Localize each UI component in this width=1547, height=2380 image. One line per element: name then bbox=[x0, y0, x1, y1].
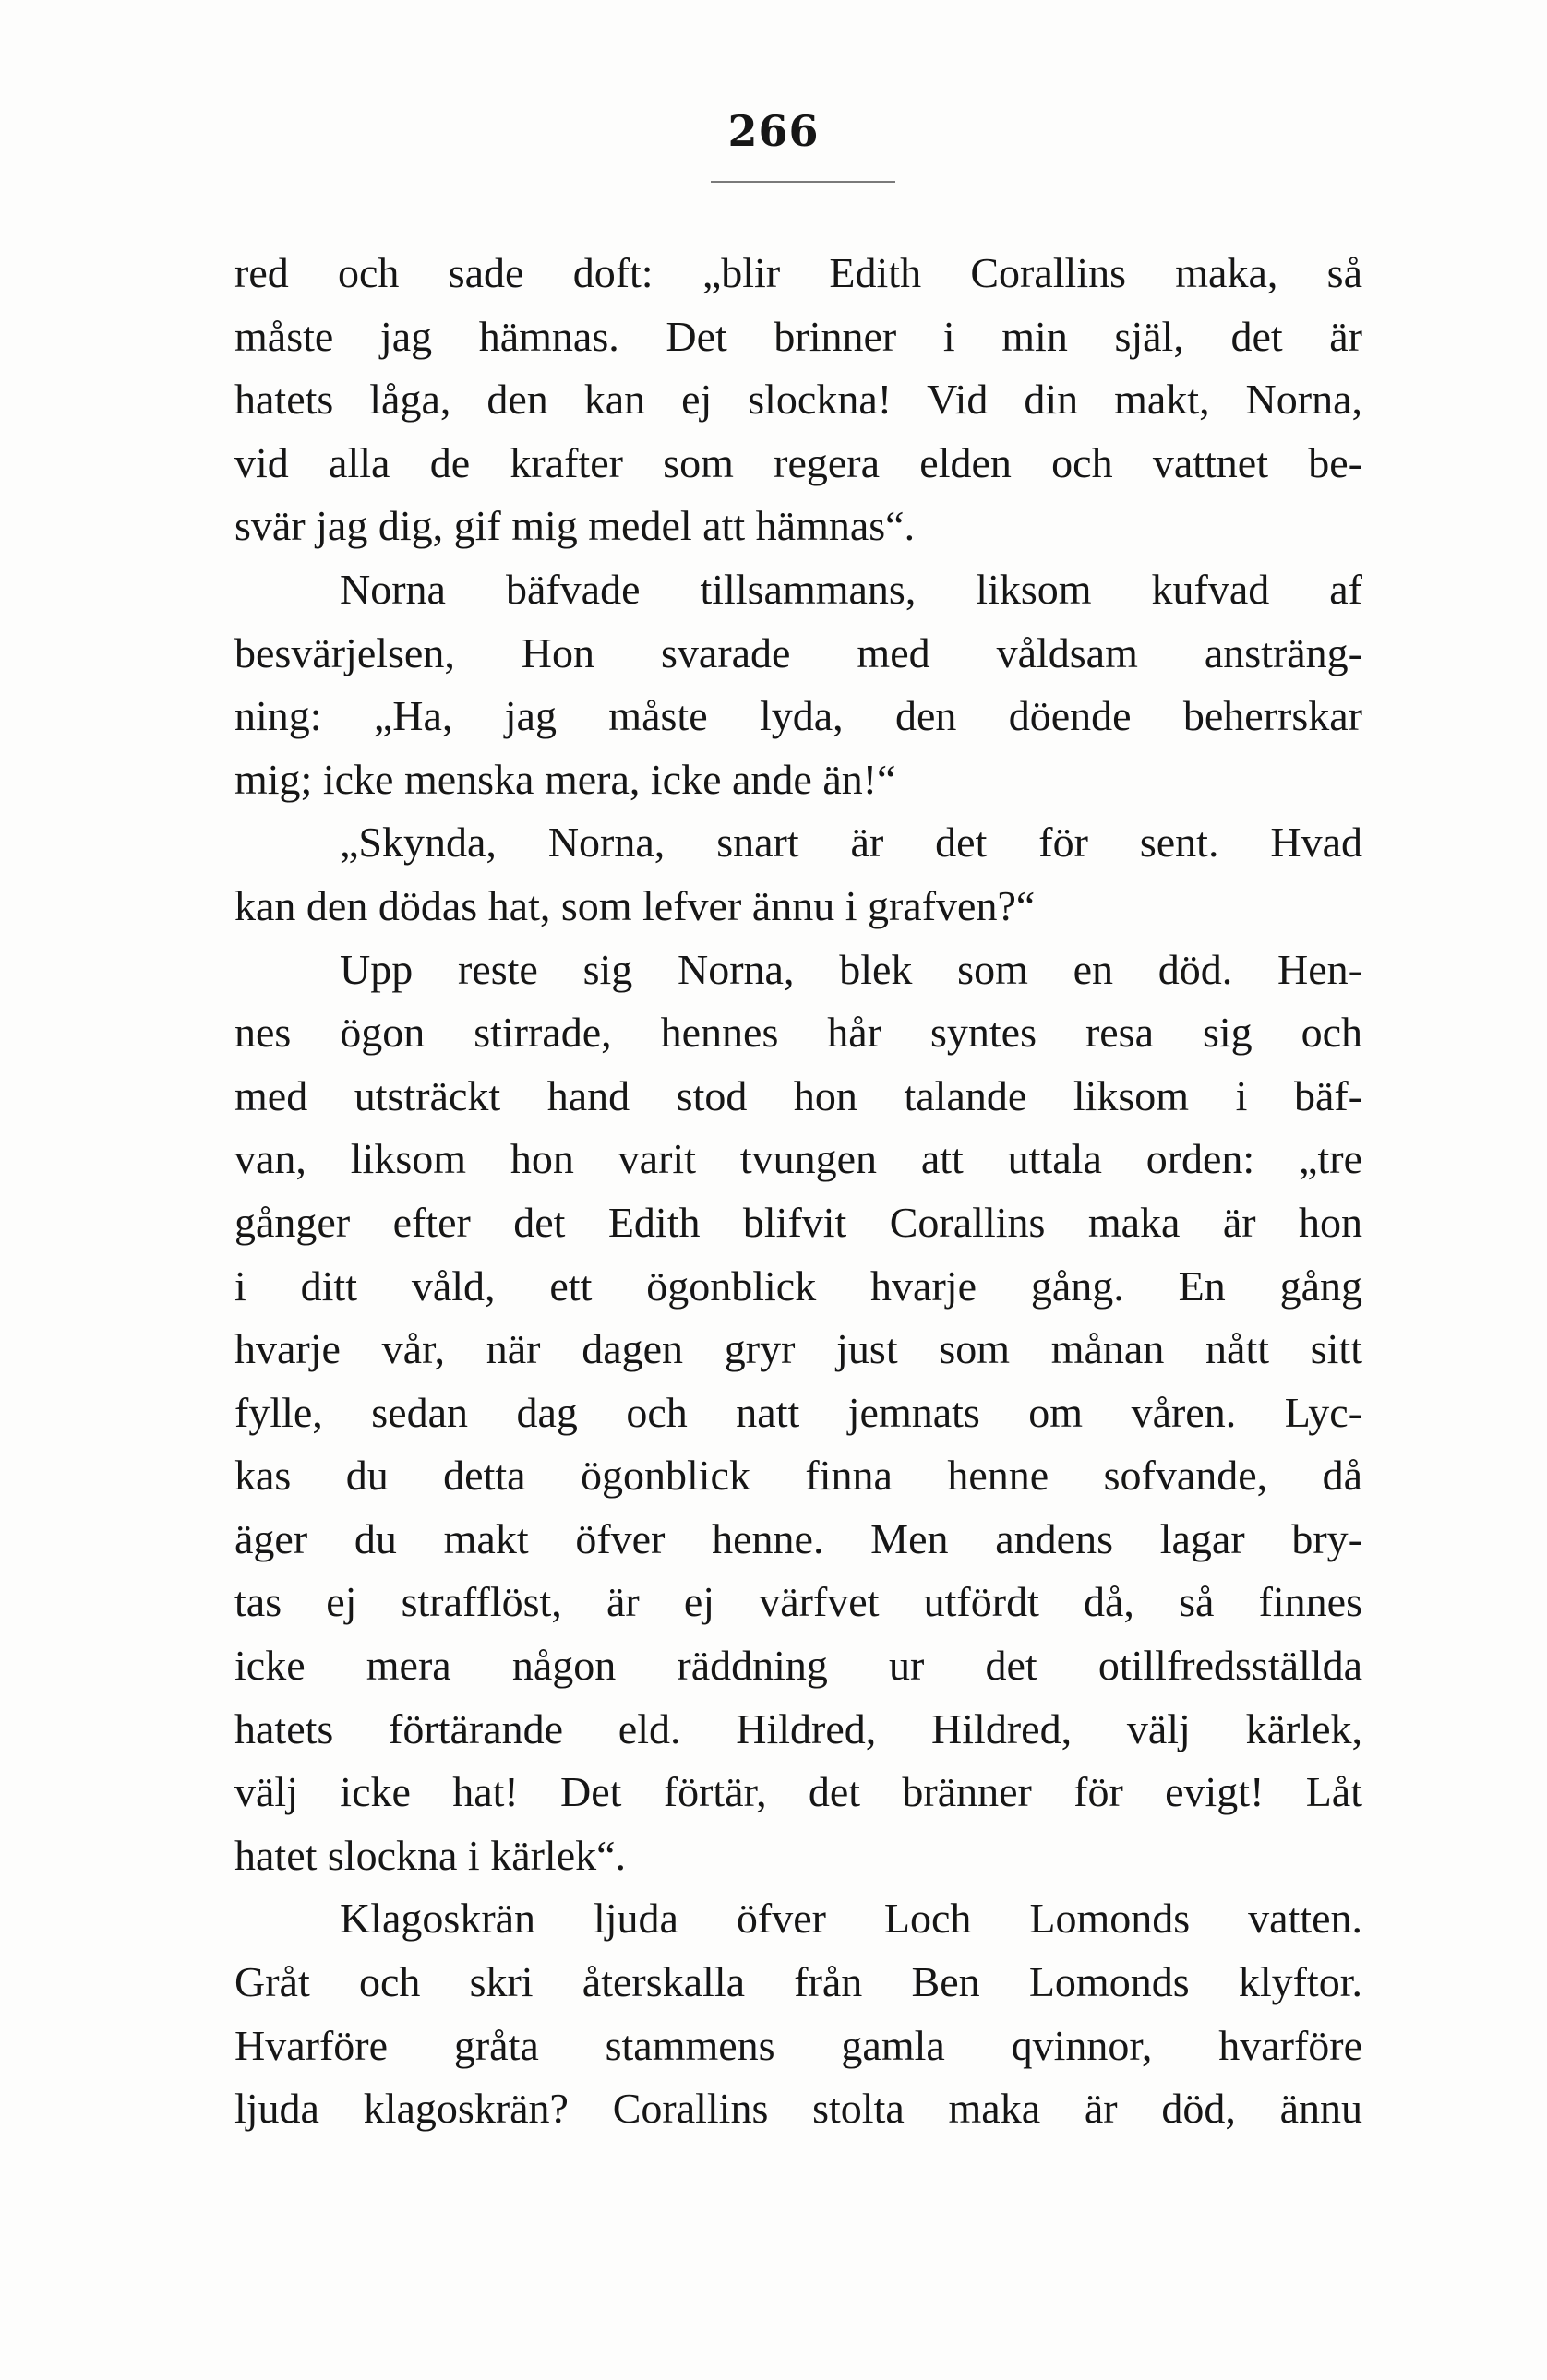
text-line: van, liksom hon varit tvungen att uttala orden: „tre bbox=[234, 1135, 1362, 1183]
text-line: hatets förtärande eld. Hildred, Hildred, välj kärlek, bbox=[234, 1704, 1362, 1752]
text-line: fylle, sedan dag och natt jemnats om våren. Lyc- bbox=[234, 1388, 1362, 1436]
text-line: vid alla de krafter som regera elden och vattnet be- bbox=[234, 438, 1362, 486]
text-line: kas du detta ögonblick finna henne sofvande, då bbox=[234, 1452, 1362, 1500]
text-line: red och sade doft: „blir Edith Corallins maka, så bbox=[234, 249, 1362, 296]
text-line: mig; icke menska mera, icke ande än!“ bbox=[234, 755, 896, 803]
text-line: gånger efter det Edith blifvit Corallins maka är hon bbox=[234, 1198, 1362, 1246]
text-line: besvärjelsen, Hon svarade med våldsam ansträng- bbox=[234, 628, 1362, 676]
text-line: „Skynda, Norna, snart är det för sent. Hvad bbox=[340, 819, 1362, 867]
text-line: Gråt och skri återskalla från Ben Lomonds klyftor. bbox=[234, 1958, 1362, 2006]
body-text bbox=[234, 242, 1362, 2141]
text-line: icke mera någon räddning ur det otillfredsställda bbox=[234, 1642, 1362, 1690]
text-line: i ditt våld, ett ögonblick hvarje gång. En gång bbox=[234, 1262, 1362, 1310]
text-line: hvarje vår, när dagen gryr just som månan nått sitt bbox=[234, 1325, 1362, 1373]
header-rule bbox=[711, 181, 895, 183]
text-line: Upp reste sig Norna, blek som en död. Hen- bbox=[340, 945, 1362, 993]
text-line: med utsträckt hand stod hon talande liksom i bäf- bbox=[234, 1071, 1362, 1119]
page-number: 266 bbox=[727, 106, 820, 156]
text-line: ning: „Ha, jag måste lyda, den döende beherrskar bbox=[234, 692, 1362, 740]
text-line: svär jag dig, gif mig medel att hämnas“. bbox=[234, 502, 916, 550]
text-line: Hvarföre gråta stammens gamla qvinnor, hvarföre bbox=[234, 2021, 1362, 2069]
text-line: ljuda klagoskrän? Corallins stolta maka är död, ännu bbox=[234, 2085, 1362, 2133]
text-line: kan den dödas hat, som lefver ännu i grafven?“ bbox=[234, 881, 1036, 929]
text-line: nes ögon stirrade, hennes hår syntes resa sig och bbox=[234, 1009, 1362, 1057]
text-line: tas ej strafflöst, är ej värfvet utfördt då, så finnes bbox=[234, 1578, 1362, 1626]
text-line: Klagoskrän ljuda öfver Loch Lomonds vatten. bbox=[340, 1895, 1362, 1943]
text-line: äger du makt öfver henne. Men andens lagar bry- bbox=[234, 1514, 1362, 1562]
text-line: måste jag hämnas. Det brinner i min själ, det är bbox=[234, 312, 1362, 360]
text-line: välj icke hat! Det förtär, det bränner för evigt! Låt bbox=[234, 1768, 1362, 1816]
text-line: hatets låga, den kan ej slockna! Vid din makt, Norna, bbox=[234, 376, 1362, 424]
text-line: hatet slockna i kärlek“. bbox=[234, 1831, 627, 1879]
text-line: Norna bäfvade tillsammans, liksom kufvad af bbox=[340, 565, 1362, 613]
